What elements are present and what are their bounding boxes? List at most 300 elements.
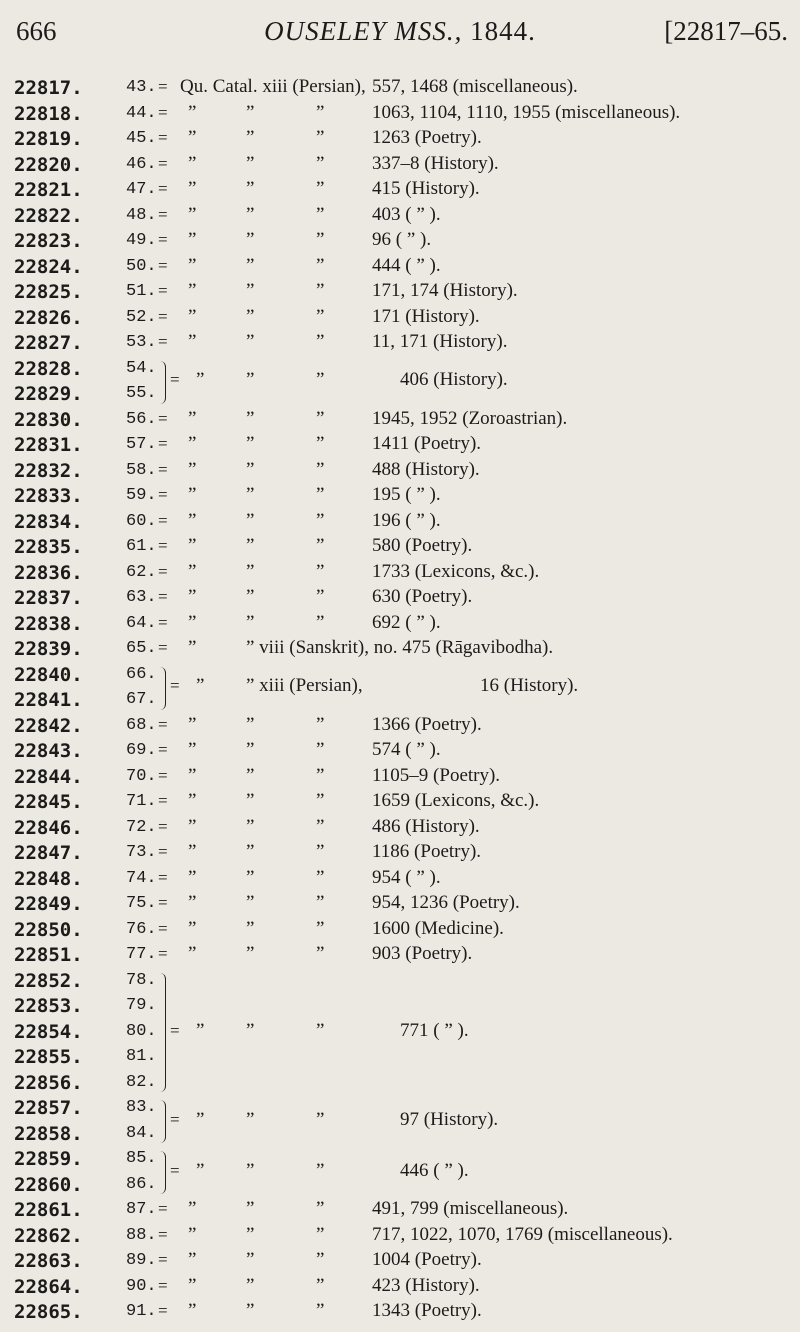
entry-description: 415 (History). xyxy=(372,178,480,199)
ditto-mark: ” xyxy=(188,841,197,862)
ditto-mark: ” xyxy=(316,611,325,633)
ditto-mark: ” xyxy=(316,739,325,760)
ditto-mark: ” xyxy=(246,458,255,480)
entry-description: 11, 171 (History). xyxy=(372,331,508,352)
equals-sign: = xyxy=(158,638,168,657)
ditto-mark: ” xyxy=(316,1300,325,1321)
ditto-mark: ” xyxy=(316,280,325,301)
entry-row xyxy=(0,280,800,306)
entry-description: 954, 1236 (Poetry). xyxy=(372,892,520,913)
ditto-mark: ” xyxy=(316,917,325,939)
entry-row xyxy=(0,612,800,638)
entry-description: 630 (Poetry). xyxy=(372,586,473,607)
ditto-mark: ” xyxy=(316,101,325,123)
catalogue-line-number: 45. xyxy=(126,129,157,148)
entry-number: 22832. xyxy=(14,459,83,482)
catalogue-line-number: 65. xyxy=(126,639,157,658)
entry-number: 22845. xyxy=(14,791,83,813)
ditto-mark: ” xyxy=(188,509,197,531)
entry-description: 1945, 1952 (Zoroastrian). xyxy=(372,407,568,429)
ditto-mark: ” xyxy=(316,943,325,964)
equals-sign: = xyxy=(158,1199,168,1218)
entry-row xyxy=(0,1275,800,1301)
ditto-mark: ” xyxy=(316,892,325,913)
entry-number: 22833. xyxy=(14,485,83,507)
entry-number: 22842. xyxy=(14,714,83,737)
ditto-mark: ” xyxy=(246,305,255,327)
ditto-mark: ” xyxy=(188,1300,197,1321)
ditto-mark: ” xyxy=(316,152,325,174)
catalogue-line-number: 54. xyxy=(126,358,157,378)
entry-number: 22830. xyxy=(14,408,83,431)
catalogue-line-number: 56. xyxy=(126,409,157,429)
ditto-mark: ” xyxy=(246,560,255,582)
entry-description: 1063, 1104, 1110, 1955 (miscellaneous). xyxy=(372,101,681,123)
catalogue-line-number: 87. xyxy=(126,1200,157,1219)
entry-row xyxy=(0,153,800,179)
catalogue-line-number: 84. xyxy=(126,1123,157,1143)
entry-row xyxy=(0,1224,800,1250)
entry-number: 22863. xyxy=(14,1250,83,1272)
catalogue-line-number: 75. xyxy=(126,894,157,913)
ditto-mark: ” xyxy=(188,892,197,913)
catalogue-line-number: 63. xyxy=(126,588,157,607)
ditto-mark: ” xyxy=(188,1249,197,1270)
equals-sign: = xyxy=(158,434,168,453)
entry-description: 423 (History). xyxy=(372,1274,480,1296)
ditto-mark: ” xyxy=(246,790,255,811)
ditto-mark: ” xyxy=(316,254,325,276)
ditto-mark: ” xyxy=(188,1274,197,1296)
entry-row xyxy=(0,1249,800,1275)
entry-row xyxy=(0,459,800,485)
entry-number: 22846. xyxy=(14,816,83,839)
entry-number: 22843. xyxy=(14,740,83,762)
ditto-mark: ” xyxy=(316,1274,325,1296)
entry-row xyxy=(0,255,800,281)
ditto-mark: ” xyxy=(316,331,325,352)
catalogue-line-number: 76. xyxy=(126,919,157,939)
entry-number: 22857. xyxy=(14,1097,83,1119)
ditto-mark: ” xyxy=(246,535,255,556)
catalogue-line-number: 62. xyxy=(126,562,157,582)
ditto-mark: ” xyxy=(188,790,197,811)
ditto-mark: ” xyxy=(246,254,255,276)
catalogue-line-number: 53. xyxy=(126,333,157,352)
entry-description: 1733 (Lexicons, &c.). xyxy=(372,560,540,582)
equals-sign: = xyxy=(158,485,168,504)
entry-description: 717, 1022, 1070, 1769 (miscellaneous). xyxy=(372,1223,673,1245)
ditto-mark: ” xyxy=(196,369,205,391)
equals-sign: = xyxy=(158,332,168,351)
entry-row xyxy=(0,127,800,153)
ditto-mark: ” xyxy=(316,509,325,531)
entry-number: 22823. xyxy=(14,230,83,252)
equals-sign: = xyxy=(158,791,168,810)
entry-number: 22826. xyxy=(14,306,83,329)
catalogue-line-number: 88. xyxy=(126,1225,157,1245)
ditto-mark: ” xyxy=(316,713,325,735)
catalogue-line-number: 50. xyxy=(126,256,157,276)
equals-sign: = xyxy=(158,918,168,938)
catalogue-line-number: 78. xyxy=(126,970,157,990)
entry-row xyxy=(0,918,800,944)
ditto-mark: ” xyxy=(316,1108,325,1130)
equals-sign: = xyxy=(158,281,168,300)
equals-sign: = xyxy=(158,510,168,530)
catalogue-line-number: 86. xyxy=(126,1174,157,1194)
entry-row xyxy=(0,637,800,663)
entry-row xyxy=(0,76,800,102)
equals-sign: = xyxy=(158,1250,168,1269)
ditto-mark: ” xyxy=(246,1159,255,1181)
ditto-mark: ” xyxy=(316,369,325,391)
ditto-mark: ” xyxy=(246,369,255,391)
catalogue-line-number: 67. xyxy=(126,690,157,709)
catalogue-line-number: 60. xyxy=(126,511,157,531)
entry-number: 22864. xyxy=(14,1275,83,1298)
equals-sign: = xyxy=(158,816,168,836)
entry-row xyxy=(0,739,800,765)
entry-description: 171 (History). xyxy=(372,305,480,327)
grouped-entry xyxy=(0,1109,800,1135)
equals-sign: = xyxy=(158,740,168,759)
entry-row xyxy=(0,714,800,740)
ditto-mark: ” xyxy=(246,1300,255,1321)
catalogue-reference: Qu. Catal. xiii (Persian), xyxy=(180,76,366,97)
page-number: 666 xyxy=(16,16,57,46)
entry-row xyxy=(0,790,800,816)
entry-number: 22828. xyxy=(14,357,83,380)
ditto-mark: ” xyxy=(196,1019,205,1041)
ditto-mark: ” xyxy=(246,152,255,174)
entry-row xyxy=(0,1300,800,1326)
entry-number: 22818. xyxy=(14,102,83,125)
equals-sign: = xyxy=(158,893,168,912)
grouped-entry xyxy=(0,1160,800,1186)
catalogue-line-number: 44. xyxy=(126,103,157,123)
ditto-mark: ” xyxy=(316,764,325,786)
ditto-mark: ” xyxy=(246,841,255,862)
ditto-mark: ” xyxy=(246,101,255,123)
catalogue-line-number: 85. xyxy=(126,1149,157,1168)
entry-description: 195 ( ” ). xyxy=(372,484,441,505)
ditto-mark: ” xyxy=(196,675,205,697)
ditto-mark: ” xyxy=(246,433,255,454)
equals-sign: = xyxy=(158,179,168,198)
ditto-mark: ” xyxy=(246,892,255,913)
catalogue-line-number: 83. xyxy=(126,1098,157,1117)
equals-sign: = xyxy=(158,204,168,224)
entry-number: 22851. xyxy=(14,944,83,966)
catalogue-line-number: 55. xyxy=(126,384,157,403)
entry-row xyxy=(0,178,800,204)
entry-row xyxy=(0,969,800,995)
entry-number: 22836. xyxy=(14,561,83,584)
ditto-mark: ” xyxy=(246,611,255,633)
ditto-mark: ” xyxy=(188,229,197,250)
entry-row xyxy=(0,1071,800,1097)
equals-sign: = xyxy=(158,867,168,887)
entry-description: 446 ( ” ). xyxy=(400,1159,469,1181)
ditto-mark: ” xyxy=(188,331,197,352)
entry-row xyxy=(0,535,800,561)
equals-sign: = xyxy=(158,153,168,173)
page-header xyxy=(0,16,800,56)
equals-sign: = xyxy=(158,944,168,963)
ditto-mark: ” xyxy=(188,739,197,760)
equals-sign: = xyxy=(158,1224,168,1244)
entry-description: 1659 (Lexicons, &c.). xyxy=(372,790,540,811)
entry-row xyxy=(0,204,800,230)
ditto-mark: ” xyxy=(196,1108,205,1130)
catalogue-line-number: 91. xyxy=(126,1302,157,1321)
entry-description: 1004 (Poetry). xyxy=(372,1249,482,1270)
ditto-mark: ” xyxy=(246,280,255,301)
ditto-mark: ” xyxy=(246,1223,255,1245)
entry-description: 96 ( ” ). xyxy=(372,229,432,250)
equals-sign: = xyxy=(158,77,168,96)
equals-sign: = xyxy=(158,1275,168,1295)
ditto-mark: ” xyxy=(316,586,325,607)
ditto-mark: ” xyxy=(246,203,255,225)
equals-sign: = xyxy=(158,459,168,479)
entry-row xyxy=(0,408,800,434)
catalogue-line-number: 69. xyxy=(126,741,157,760)
catalogue-line-number: 68. xyxy=(126,715,157,735)
ditto-mark: ” xyxy=(246,1019,255,1041)
entry-number: 22856. xyxy=(14,1071,83,1094)
entry-number: 22825. xyxy=(14,281,83,303)
entry-row xyxy=(0,816,800,842)
entry-number: 22838. xyxy=(14,612,83,635)
equals-sign: = xyxy=(158,306,168,326)
ditto-mark: ” xyxy=(188,178,197,199)
entry-number: 22829. xyxy=(14,383,83,405)
entry-description: 1600 (Medicine). xyxy=(372,917,504,939)
ditto-mark: ” xyxy=(246,586,255,607)
catalogue-line-number: 59. xyxy=(126,486,157,505)
ditto-mark: ” xyxy=(188,713,197,735)
entry-number: 22849. xyxy=(14,893,83,915)
ditto-mark: ” xyxy=(188,152,197,174)
entry-description: 1105–9 (Poetry). xyxy=(372,764,501,786)
entry-row xyxy=(0,561,800,587)
entry-row xyxy=(0,331,800,357)
catalogue-line-number: 81. xyxy=(126,1047,157,1066)
ditto-mark: ” xyxy=(246,407,255,429)
catalogue-line-number: 66. xyxy=(126,664,157,684)
entry-description: 903 (Poetry). xyxy=(372,943,473,964)
ditto-mark: ” xyxy=(188,433,197,454)
catalogue-line-number: 89. xyxy=(126,1251,157,1270)
entry-description: 97 (History). xyxy=(400,1108,499,1130)
catalogue-line-number: 47. xyxy=(126,180,157,199)
ditto-mark: ” xyxy=(188,815,197,837)
entry-number: 22852. xyxy=(14,969,83,992)
catalogue-line-number: 61. xyxy=(126,537,157,556)
ditto-mark: ” xyxy=(316,535,325,556)
equals-sign: = xyxy=(158,561,168,581)
entry-description: 954 ( ” ). xyxy=(372,866,441,888)
ditto-mark: ” xyxy=(188,943,197,964)
entry-row xyxy=(0,1198,800,1224)
entry-number: 22853. xyxy=(14,995,83,1017)
entry-list xyxy=(0,76,800,1326)
entry-row xyxy=(0,306,800,332)
catalogue-line-number: 48. xyxy=(126,205,157,225)
ditto-mark: ” xyxy=(188,407,197,429)
catalogue-line-number: 90. xyxy=(126,1276,157,1296)
entry-description: 1186 (Poetry). xyxy=(372,841,482,862)
entry-number: 22860. xyxy=(14,1173,83,1196)
entry-range: [22817–65. xyxy=(664,16,788,46)
entry-description: 196 ( ” ). xyxy=(372,509,441,531)
ditto-mark: ” xyxy=(188,586,197,607)
equals-sign: = xyxy=(158,128,168,147)
catalogue-line-number: 52. xyxy=(126,307,157,327)
ditto-mark: ” xyxy=(188,484,197,505)
ditto-mark: ” xyxy=(188,866,197,888)
ditto-mark: ” xyxy=(188,917,197,939)
ditto-mark: ” xyxy=(246,1108,255,1130)
catalogue-line-number: 80. xyxy=(126,1021,157,1041)
ditto-mark: ” xyxy=(188,101,197,123)
ditto-mark: ” xyxy=(246,739,255,760)
ditto-mark: ” xyxy=(246,509,255,531)
ditto-mark: ” viii (Sanskrit), no. 475 (Rāgavibodha). xyxy=(246,637,554,658)
entry-number: 22847. xyxy=(14,842,83,864)
entry-description: 337–8 (History). xyxy=(372,152,499,174)
ditto-mark: ” xyxy=(246,943,255,964)
catalogue-line-number: 49. xyxy=(126,231,157,250)
equals-sign: = xyxy=(158,230,168,249)
entry-row xyxy=(0,1045,800,1071)
entry-number: 22858. xyxy=(14,1122,83,1145)
ditto-mark: ” xyxy=(188,280,197,301)
entry-row xyxy=(0,994,800,1020)
ditto-mark: ” xyxy=(188,305,197,327)
ditto-mark: ” xyxy=(246,127,255,148)
equals-sign: = xyxy=(158,408,168,428)
ditto-mark: ” xyxy=(246,713,255,735)
ditto-mark: ” xyxy=(316,458,325,480)
ditto-mark: ” xyxy=(246,1198,255,1219)
entry-row xyxy=(0,943,800,969)
running-title-year: 1844. xyxy=(470,16,536,46)
catalogue-line-number: 71. xyxy=(126,792,157,811)
entry-row xyxy=(0,586,800,612)
ditto-mark: ” xyxy=(316,1198,325,1219)
entry-number: 22834. xyxy=(14,510,83,533)
entry-description: 692 ( ” ). xyxy=(372,611,441,633)
entry-number: 22831. xyxy=(14,434,83,456)
grouped-entry xyxy=(0,675,800,701)
ditto-mark: ” xyxy=(188,611,197,633)
equals-sign: = xyxy=(170,1160,180,1180)
ditto-mark: ” xyxy=(316,407,325,429)
entry-description: 406 (History). xyxy=(400,369,508,391)
entry-number: 22844. xyxy=(14,765,83,788)
entry-number: 22835. xyxy=(14,536,83,558)
entry-number: 22820. xyxy=(14,153,83,176)
ditto-mark: ” xyxy=(188,1223,197,1245)
ditto-mark: ” xyxy=(316,178,325,199)
equals-sign: = xyxy=(158,765,168,785)
ditto-mark: ” xyxy=(188,560,197,582)
ditto-mark: ” xyxy=(196,1159,205,1181)
entry-number: 22854. xyxy=(14,1020,83,1043)
equals-sign: = xyxy=(158,842,168,861)
entry-description: 557, 1468 (miscellaneous). xyxy=(372,76,578,97)
ditto-mark: ” xyxy=(188,535,197,556)
ditto-mark: ” xyxy=(316,1159,325,1181)
entry-description: 16 (History). xyxy=(480,675,579,697)
entry-row xyxy=(0,841,800,867)
ditto-mark: ” xyxy=(246,1274,255,1296)
catalogue-line-number: 64. xyxy=(126,613,157,633)
entry-description: 488 (History). xyxy=(372,458,480,480)
entry-row xyxy=(0,510,800,536)
ditto-mark: ” xyxy=(188,637,197,658)
ditto-mark: ” xyxy=(188,127,197,148)
entry-row xyxy=(0,229,800,255)
entry-description: 491, 799 (miscellaneous). xyxy=(372,1198,569,1219)
ditto-mark: ” xyxy=(246,331,255,352)
ditto-mark: ” xyxy=(246,484,255,505)
entry-row xyxy=(0,867,800,893)
equals-sign: = xyxy=(158,612,168,632)
ditto-mark: ” xyxy=(316,1019,325,1041)
entry-number: 22848. xyxy=(14,867,83,890)
catalogue-line-number: 57. xyxy=(126,435,157,454)
equals-sign: = xyxy=(158,587,168,606)
entry-description: 171, 174 (History). xyxy=(372,280,518,301)
entry-number: 22865. xyxy=(14,1301,83,1323)
entry-row xyxy=(0,102,800,128)
grouped-entry xyxy=(0,1020,800,1046)
entry-number: 22822. xyxy=(14,204,83,227)
entry-row xyxy=(0,765,800,791)
ditto-mark: ” xyxy=(246,764,255,786)
ditto-mark: ” xyxy=(316,1249,325,1270)
ditto-mark: ” xyxy=(188,1198,197,1219)
entry-number: 22840. xyxy=(14,663,83,686)
ditto-mark: ” xyxy=(246,178,255,199)
equals-sign: = xyxy=(158,1301,168,1320)
catalogue-line-number: 43. xyxy=(126,78,157,97)
ditto-mark: ” xyxy=(188,254,197,276)
entry-number: 22824. xyxy=(14,255,83,278)
entry-number: 22862. xyxy=(14,1224,83,1247)
entry-row xyxy=(0,433,800,459)
entry-description: 580 (Poetry). xyxy=(372,535,473,556)
ditto-mark: ” xyxy=(316,433,325,454)
ditto-mark: ” xyxy=(316,815,325,837)
entry-number: 22839. xyxy=(14,638,83,660)
entry-description: 1366 (Poetry). xyxy=(372,713,482,735)
entry-number: 22841. xyxy=(14,689,83,711)
entry-description: 486 (History). xyxy=(372,815,480,837)
entry-description: 1411 (Poetry). xyxy=(372,433,482,454)
ditto-mark: ” xyxy=(246,866,255,888)
equals-sign: = xyxy=(170,1020,180,1040)
catalogue-line-number: 82. xyxy=(126,1072,157,1092)
entry-description: 771 ( ” ). xyxy=(400,1019,469,1041)
ditto-mark: ” xyxy=(316,866,325,888)
equals-sign: = xyxy=(170,676,180,696)
catalogue-line-number: 79. xyxy=(126,996,157,1015)
